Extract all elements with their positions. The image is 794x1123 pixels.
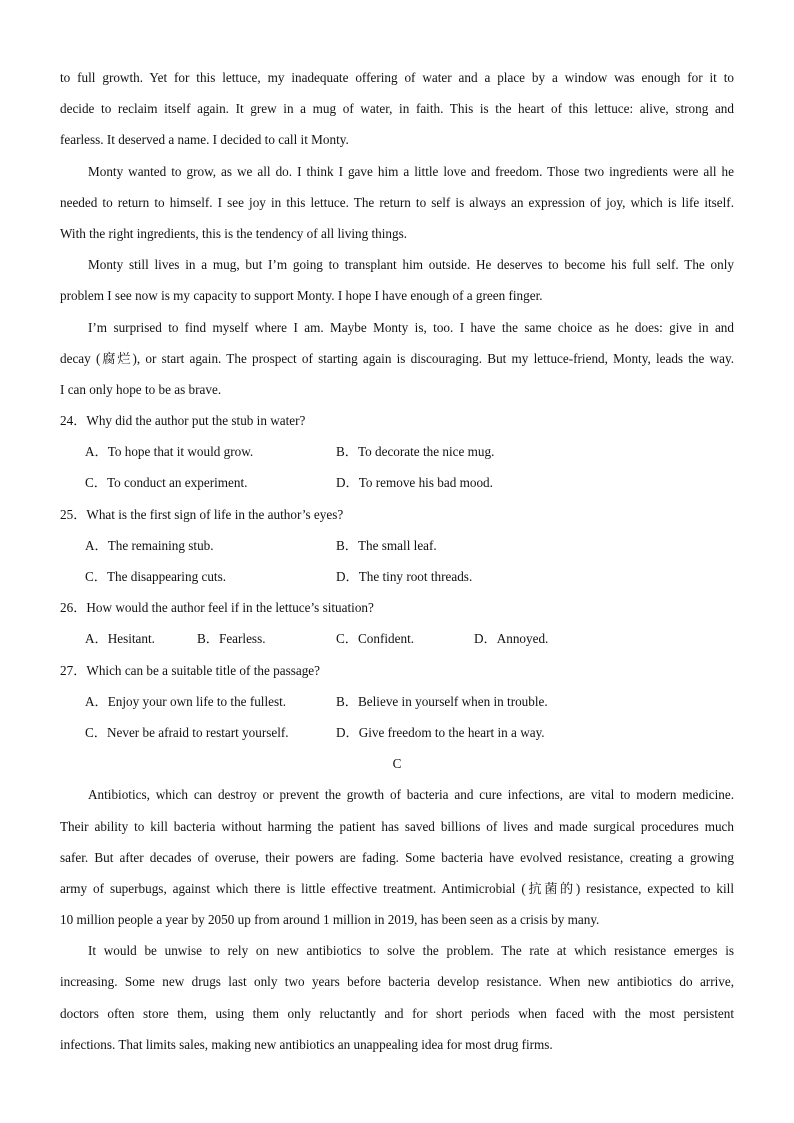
option-row — [60, 561, 734, 592]
option-b[interactable]: B．Fearless. — [197, 631, 266, 647]
text-line: fearless. It deserved a name. I decided to call it Monty. — [60, 132, 349, 148]
question-stem: 24．Why did the author put the stub in water? — [60, 413, 306, 429]
option-d[interactable]: D．To remove his bad mood. — [336, 475, 493, 491]
text-line: Their ability to kill bacteria without harming the patient has saved billions of lives and made surgical procedures much — [60, 818, 734, 834]
option-c[interactable]: C．To conduct an experiment. — [85, 475, 248, 491]
question-25 — [60, 499, 734, 593]
text-line: problem I see now is my capacity to support Monty. I hope I have enough of a green finger. — [60, 288, 543, 304]
option-b[interactable]: B．To decorate the nice mug. — [336, 444, 495, 460]
option-d[interactable]: D．Annoyed. — [474, 631, 549, 647]
option-c[interactable]: C．The disappearing cuts. — [85, 569, 226, 584]
text-line: Antibiotics, which can destroy or prevent the growth of bacteria and cure infections, are vital to modern medicine. — [88, 787, 734, 803]
text-line: I can only hope to be as brave. — [60, 381, 222, 397]
option-row — [60, 686, 734, 717]
section-heading: C — [392, 756, 402, 772]
text-line: army of superbugs, against which there is little effective treatment. Antimicrobial (抗菌的) resistance, expected to kill — [60, 880, 734, 896]
text-line: infections. That limits sales, making new antibiotics an unappealing idea for most drug firms. — [60, 1036, 553, 1052]
passage-b-paragraph-2 — [60, 156, 734, 250]
option-a[interactable]: A．To hope that it would grow. — [85, 444, 254, 460]
question-24 — [60, 405, 734, 499]
text-line: needed to return to himself. I see joy in this lettuce. The return to self is always an expression of joy, which is life itself. — [60, 194, 734, 210]
text-line: decide to reclaim itself again. It grew in a mug of water, in faith. This is the heart of this lettuce: alive, strong and — [60, 101, 734, 117]
text-line: increasing. Some new drugs last only two years before bacteria develop resistance. When new antibiotics do arrive, — [60, 974, 734, 990]
text-line: decay (腐烂), or start again. The prospect of starting again is discouraging. But my lettuce-friend, Monty, leads the way. — [60, 350, 734, 366]
question-stem: 26．How would the author feel if in the lettuce’s situation? — [60, 600, 374, 616]
question-27 — [60, 655, 734, 749]
option-b[interactable]: B．Believe in yourself when in trouble. — [336, 693, 548, 709]
passage-b-paragraph-4 — [60, 312, 734, 406]
text-line: It would be unwise to rely on new antibiotics to solve the problem. The rate at which resistance emerges is — [88, 943, 734, 959]
option-d[interactable]: D．The tiny root threads. — [336, 569, 473, 584]
passage-b-paragraph-1 — [60, 62, 734, 156]
option-row — [60, 623, 734, 654]
option-row — [60, 717, 734, 748]
text-line: Monty still lives in a mug, but I’m going to transplant him outside. He deserves to become his full self. The only — [88, 257, 734, 273]
option-b[interactable]: B．The small leaf. — [336, 537, 437, 553]
question-stem: 27．Which can be a suitable title of the passage? — [60, 662, 320, 678]
text-line: safer. But after decades of overuse, their powers are fading. Some bacteria have evolved resistance, creating a growing — [60, 849, 734, 865]
passage-b-paragraph-3 — [60, 249, 734, 311]
option-row — [60, 530, 734, 561]
option-c[interactable]: C．Confident. — [336, 631, 415, 647]
passage-c-paragraph-2 — [60, 935, 734, 1060]
passage-c-paragraph-1 — [60, 779, 734, 935]
question-stem: 25．What is the first sign of life in the author’s eyes? — [60, 506, 344, 522]
option-d[interactable]: D．Give freedom to the heart in a way. — [336, 724, 545, 740]
text-line: With the right ingredients, this is the tendency of all living things. — [60, 225, 408, 241]
text-line: doctors often store them, using them only reluctantly and for short periods when faced with the most persistent — [60, 1005, 734, 1021]
text-line: to full growth. Yet for this lettuce, my inadequate offering of water and a place by a window was enough for it to — [60, 70, 734, 85]
exam-page — [60, 62, 734, 1060]
text-line: I’m surprised to find myself where I am. Maybe Monty is, too. I have the same choice as he does: give in and — [88, 319, 734, 335]
option-row — [60, 436, 734, 467]
option-a[interactable]: A．Enjoy your own life to the fullest. — [85, 693, 287, 709]
text-line: 10 million people a year by 2050 up from around 1 million in 2019, has been seen as a crisis by many. — [60, 912, 600, 928]
option-row — [60, 467, 734, 498]
text-line: Monty wanted to grow, as we all do. I think I gave him a little love and freedom. Those two ingredients were all he — [88, 163, 734, 179]
option-c[interactable]: C．Never be afraid to restart yourself. — [85, 724, 289, 740]
option-a[interactable]: A．Hesitant. — [85, 631, 155, 647]
option-a[interactable]: A．The remaining stub. — [85, 537, 214, 553]
question-26 — [60, 592, 734, 654]
